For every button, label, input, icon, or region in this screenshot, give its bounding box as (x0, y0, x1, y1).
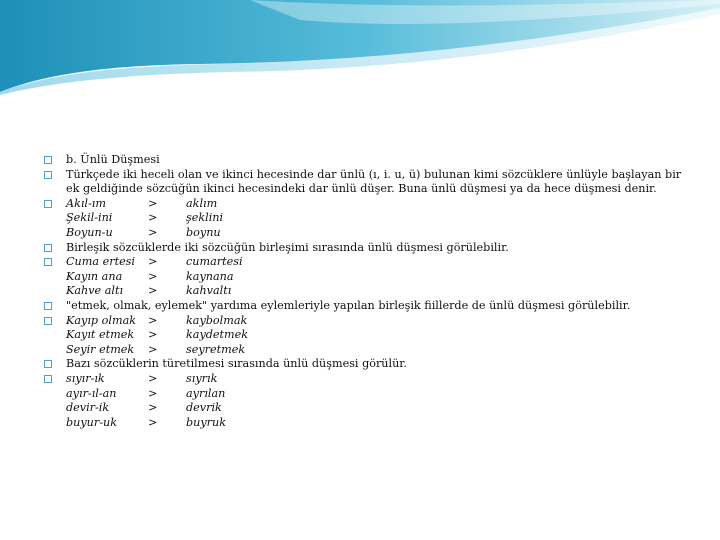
slide-content (44, 153, 684, 430)
example-line (66, 401, 684, 416)
example-result: ayrılan (186, 386, 226, 400)
example-arrow: > (148, 415, 158, 429)
square-bullet-icon (44, 258, 52, 266)
example-line (66, 314, 684, 329)
example-source: buyur-uk (66, 415, 118, 429)
example-line (66, 255, 684, 270)
example-line (66, 387, 684, 402)
example-group (44, 372, 684, 430)
paragraph-text: Birleşik sözcüklerde iki sözcüğün birleşimi sırasında ünlü düşmesi görülebilir. (66, 240, 509, 254)
example-result: aklım (186, 196, 218, 210)
example-source: sıyır-ık (66, 371, 105, 385)
example-source: Kahve altı (66, 284, 124, 298)
example-source: Boyun-u (66, 225, 113, 239)
example-source: ayır-ıl-an (66, 386, 117, 400)
example-result: cumartesi (186, 255, 243, 269)
square-bullet-icon (44, 200, 52, 208)
example-arrow: > (148, 386, 158, 400)
bullet-row (44, 168, 684, 197)
example-arrow: > (148, 342, 158, 356)
example-arrow: > (148, 284, 158, 298)
example-source: Kayın ana (66, 269, 123, 283)
example-result: buyruk (186, 415, 227, 429)
example-result: devrik (186, 401, 222, 415)
example-line (66, 226, 684, 241)
example-group (44, 255, 684, 299)
paragraph-text: Türkçede iki heceli olan ve ikinci hecesinde dar ünlü (ı, i. u, ü) bulunan kimi sözcüklere ünlüyle başlayan bir ek geldiğinde sözcüğün ikinci hecesindeki dar ünlü düşer. Buna ünlü düşmesi ya da hece düşmesi denir. (66, 167, 682, 196)
example-arrow: > (148, 255, 158, 269)
square-bullet-icon (44, 156, 52, 164)
square-bullet-icon (44, 375, 52, 383)
example-result: şeklini (186, 211, 224, 225)
example-arrow: > (148, 269, 158, 283)
example-arrow: > (148, 225, 158, 239)
example-arrow: > (148, 211, 158, 225)
square-bullet-icon (44, 171, 52, 179)
example-arrow: > (148, 196, 158, 210)
example-group (44, 197, 684, 241)
example-result: sıyrık (186, 371, 218, 385)
example-line (66, 416, 684, 431)
example-group (44, 314, 684, 358)
square-bullet-icon (44, 317, 52, 325)
bullet-row (44, 299, 684, 314)
example-result: kaydetmek (186, 328, 249, 342)
example-source: Akıl-ım (66, 196, 106, 210)
example-arrow: > (148, 371, 158, 385)
example-result: kahvaltı (186, 284, 232, 298)
section-heading: b. Ünlü Düşmesi (66, 153, 160, 166)
paragraph-text: "etmek, olmak, eylemek" yardıma eylemleriyle yapılan birleşik fiillerde de ünlü düşmesi görülebilir. (66, 298, 631, 312)
square-bullet-icon (44, 244, 52, 252)
bullet-row (44, 357, 684, 372)
example-source: Kayıp olmak (66, 313, 137, 327)
square-bullet-icon (44, 360, 52, 368)
example-result: boynu (186, 225, 221, 239)
example-line (66, 270, 684, 285)
example-source: Seyir etmek (66, 342, 135, 356)
example-line (66, 284, 684, 299)
example-line (66, 372, 684, 387)
example-source: Cuma ertesi (66, 255, 136, 269)
example-arrow: > (148, 313, 158, 327)
example-arrow: > (148, 401, 158, 415)
paragraph-text: Bazı sözcüklerin türetilmesi sırasında ünlü düşmesi görülür. (66, 357, 407, 371)
header-wave-banner (0, 0, 720, 95)
bullet-row (44, 153, 684, 168)
example-result: kaybolmak (186, 313, 248, 327)
example-source: Şekil-ini (66, 211, 113, 225)
example-source: Kayıt etmek (66, 328, 135, 342)
bullet-row (44, 241, 684, 256)
example-result: kaynana (186, 269, 234, 283)
example-line (66, 343, 684, 358)
square-bullet-icon (44, 302, 52, 310)
example-line (66, 211, 684, 226)
example-source: devir-ik (66, 401, 110, 415)
example-result: seyretmek (186, 342, 246, 356)
example-line (66, 197, 684, 212)
example-arrow: > (148, 328, 158, 342)
example-line (66, 328, 684, 343)
